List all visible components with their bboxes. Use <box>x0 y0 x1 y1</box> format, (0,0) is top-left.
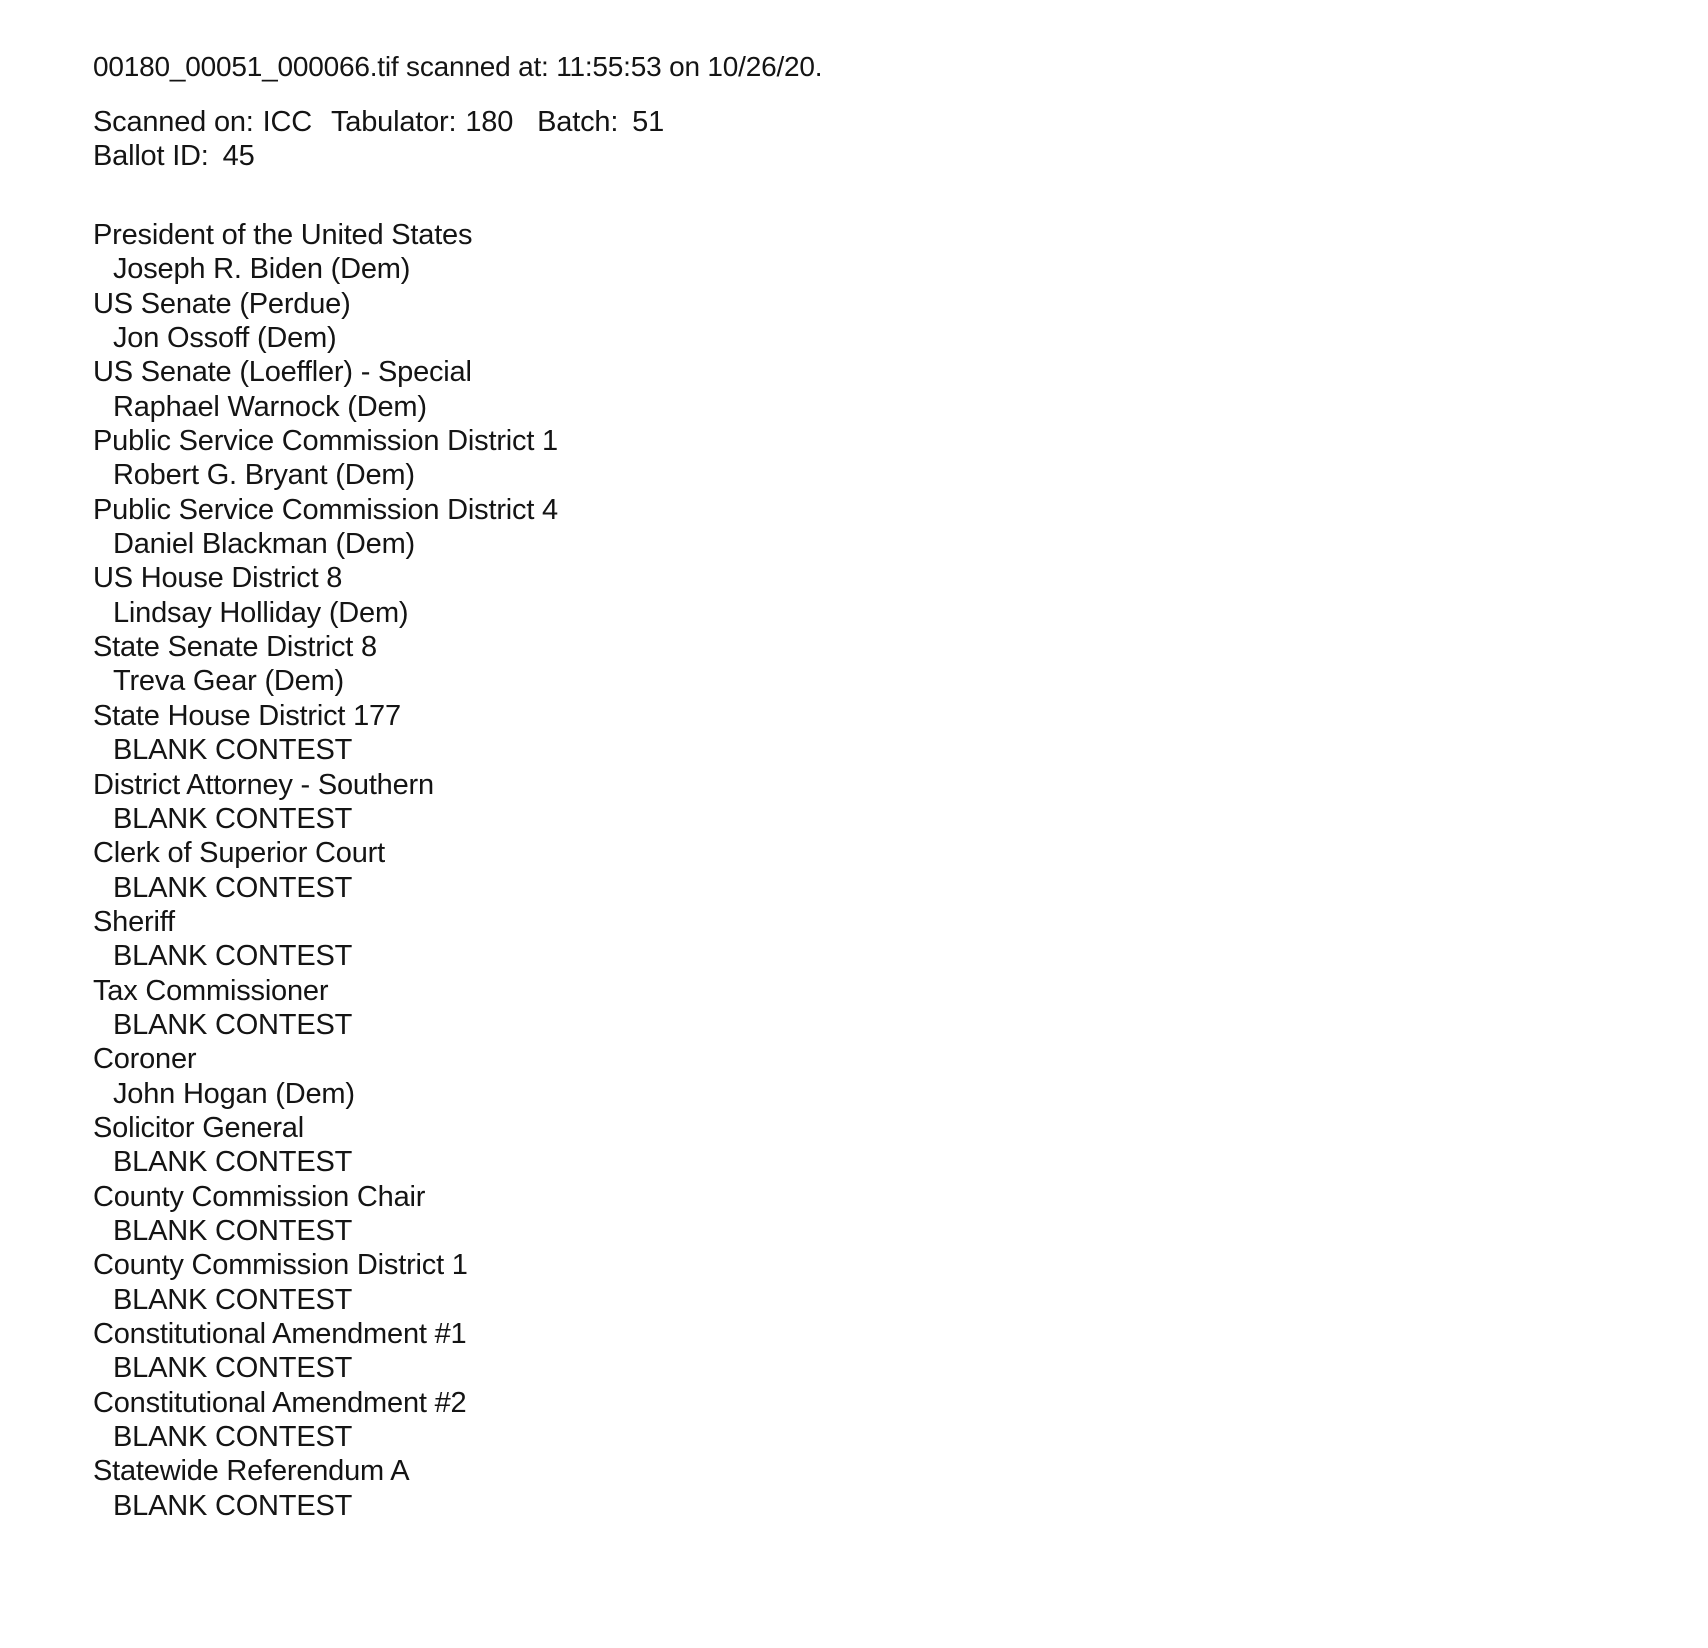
contest-name: County Commission District 1 <box>93 1249 468 1282</box>
contest-name: US Senate (Perdue) <box>93 287 351 320</box>
contest-choice: BLANK CONTEST <box>113 1283 353 1316</box>
contest-choice: BLANK CONTEST <box>113 871 353 904</box>
scan-meta-line <box>93 105 1668 139</box>
contest-name: Coroner <box>93 1043 197 1076</box>
batch-label: Batch: <box>537 106 619 138</box>
scan-filename-line: 00180_00051_000066.tif scanned at: 11:55:53 on 10/26/20. <box>93 51 823 82</box>
contest-name: Solicitor General <box>93 1111 304 1144</box>
contest-choice: Jon Ossoff (Dem) <box>113 322 337 355</box>
contest-choice: Treva Gear (Dem) <box>113 665 344 698</box>
contest-choice: Robert G. Bryant (Dem) <box>113 459 415 492</box>
contest-name: State House District 177 <box>93 699 401 732</box>
contest-choice: John Hogan (Dem) <box>113 1077 355 1110</box>
contest-name: US House District 8 <box>93 562 343 595</box>
scanned-on-value: ICC <box>262 106 312 138</box>
contest-choice: Daniel Blackman (Dem) <box>113 528 415 561</box>
contest-name: Constitutional Amendment #2 <box>93 1386 467 1419</box>
contest-name: Public Service Commission District 1 <box>93 425 558 458</box>
contest-choice: Joseph R. Biden (Dem) <box>113 253 411 286</box>
contest-name: County Commission Chair <box>93 1180 426 1213</box>
contest-name: Sheriff <box>93 905 175 938</box>
contest-name: US Senate (Loeffler) - Special <box>93 356 472 389</box>
contest-name: District Attorney - Southern <box>93 768 434 801</box>
contest-choice: BLANK CONTEST <box>113 802 353 835</box>
contest-choice: BLANK CONTEST <box>113 1421 353 1454</box>
contest-choice: BLANK CONTEST <box>113 1008 353 1041</box>
scanned-on-label: Scanned on: <box>93 106 254 138</box>
tabulator-label: Tabulator: <box>331 106 457 138</box>
contest-name: Statewide Referendum A <box>93 1455 410 1488</box>
contest-choice: BLANK CONTEST <box>113 1146 353 1179</box>
batch-value: 51 <box>632 106 665 138</box>
ballot-id-line <box>93 139 1668 173</box>
contest-choice: BLANK CONTEST <box>113 1214 353 1247</box>
contest-choice: Raphael Warnock (Dem) <box>113 390 427 423</box>
contest-name: Tax Commissioner <box>93 974 329 1007</box>
contest-choice: BLANK CONTEST <box>113 940 353 973</box>
contest-choice: BLANK CONTEST <box>113 1352 353 1385</box>
contest-name: Constitutional Amendment #1 <box>93 1318 467 1350</box>
contest-choice: BLANK CONTEST <box>113 734 353 767</box>
contest-name: President of the United States <box>93 219 473 251</box>
contest-name: Clerk of Superior Court <box>93 837 385 870</box>
contest-list <box>93 218 1668 1523</box>
contest-name: State Senate District 8 <box>93 631 377 664</box>
ballot-id-value: 45 <box>222 140 255 172</box>
contest-name: Public Service Commission District 4 <box>93 493 558 526</box>
contest-choice: BLANK CONTEST <box>113 1489 353 1522</box>
ballot-id-label: Ballot ID: <box>93 140 209 172</box>
contest-choice: Lindsay Holliday (Dem) <box>113 596 409 629</box>
tabulator-value: 180 <box>465 106 514 138</box>
